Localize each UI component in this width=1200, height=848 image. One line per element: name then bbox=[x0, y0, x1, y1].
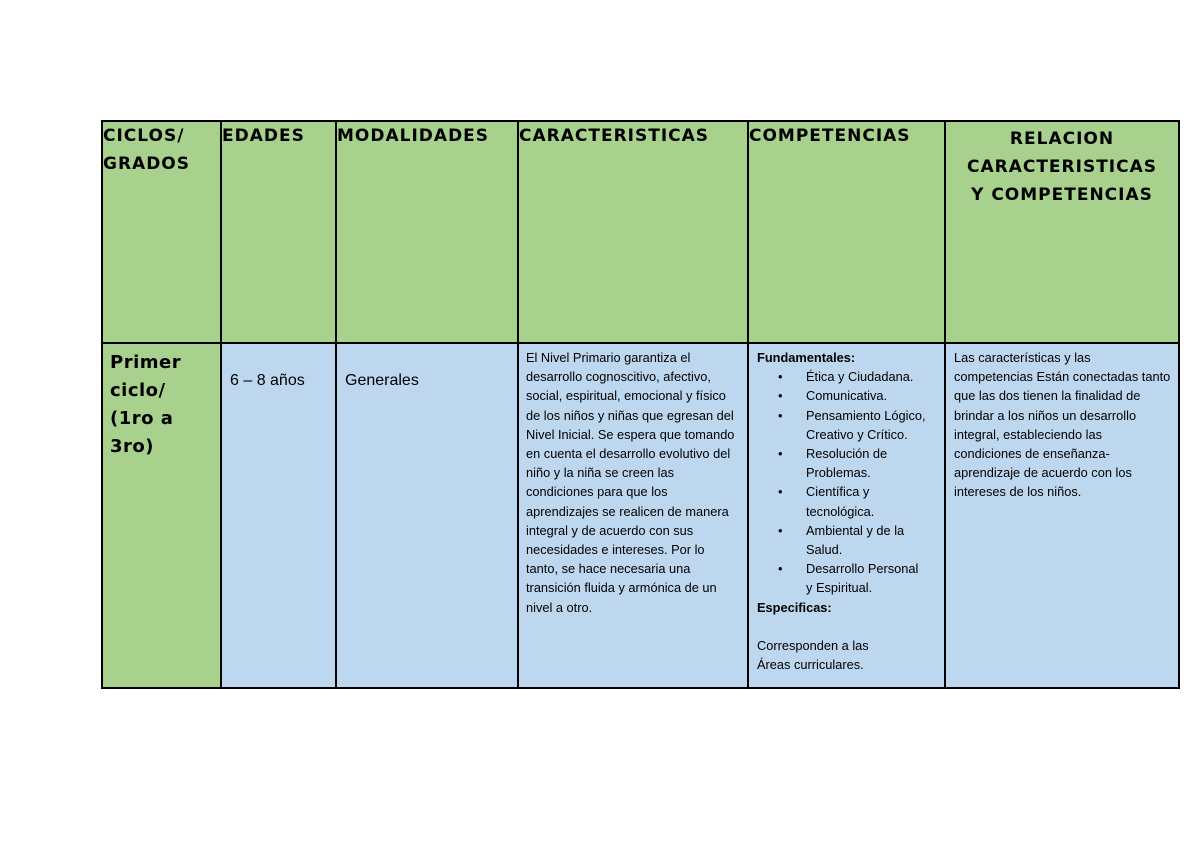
especificas-label: Especificas: bbox=[757, 599, 832, 615]
ciclo-line1: Primer bbox=[110, 352, 182, 373]
header-modalidades-text: MODALIDADES bbox=[337, 126, 490, 146]
cell-caracteristicas bbox=[518, 343, 748, 688]
modalidades-value: Generales bbox=[345, 372, 419, 389]
ciclo-line3: (1ro a bbox=[110, 408, 174, 429]
header-caracteristicas bbox=[518, 121, 748, 343]
relacion-text: Las características y las competencias Están conectadas tanto que las dos tienen la finalidad de brindar a los niños un desarrollo integral, estableciendo las condiciones de enseñanza-aprendizaje de acuerdo con los intereses de los niños. bbox=[954, 350, 1171, 500]
list-item: • Ambiental y de la Salud. bbox=[757, 521, 940, 559]
header-relacion-line2: CARACTERISTICAS bbox=[966, 157, 1158, 177]
header-competencias-text: COMPETENCIAS bbox=[749, 126, 911, 146]
header-edades bbox=[221, 121, 336, 343]
list-item: • Comunicativa. bbox=[757, 386, 940, 405]
list-item: • Resolución de Problemas. bbox=[757, 444, 940, 482]
cell-modalidades bbox=[336, 343, 518, 688]
list-item: • Pensamiento Lógico, Creativo y Crítico. bbox=[757, 406, 940, 444]
cell-competencias bbox=[748, 343, 945, 688]
table-row bbox=[102, 343, 1179, 688]
header-ciclos-line1: CICLOS/ bbox=[103, 126, 185, 146]
header-edades-text: EDADES bbox=[222, 126, 305, 146]
cell-ciclo bbox=[102, 343, 221, 688]
header-relacion-line3: Y COMPETENCIAS bbox=[971, 185, 1153, 205]
especificas-text: Corresponden a las Áreas curriculares. bbox=[757, 637, 869, 673]
list-item: • Ética y Ciudadana. bbox=[757, 367, 940, 386]
caracteristicas-text: El Nivel Primario garantiza el desarrollo cognoscitivo, afectivo, social, espiritual, emocional y físico de los niños y niñas que egresan del Nivel Inicial. Se espera que tomando en cuenta el desarrollo evolutivo del niño y la niña se creen las condiciones para que los aprendizajes se realicen de manera integral y de acuerdo con sus necesidades e intereses. Por lo tanto, se hace necesaria una transición fluida y armónica de un nivel a otro. bbox=[526, 350, 735, 615]
fundamentales-list bbox=[757, 367, 940, 597]
ciclo-line4: 3ro) bbox=[110, 436, 154, 457]
header-row bbox=[102, 121, 1179, 343]
header-ciclos-line2: GRADOS bbox=[103, 154, 191, 174]
ciclo-line2: ciclo/ bbox=[110, 380, 166, 401]
curriculum-table bbox=[101, 120, 1180, 689]
edades-value: 6 – 8 años bbox=[230, 372, 305, 389]
cell-edades bbox=[221, 343, 336, 688]
header-caracteristicas-text: CARACTERISTICAS bbox=[519, 126, 710, 146]
fundamentales-label: Fundamentales: bbox=[757, 350, 856, 365]
header-ciclos-grados bbox=[102, 121, 221, 343]
header-competencias bbox=[748, 121, 945, 343]
header-relacion-line1: RELACION bbox=[1009, 129, 1115, 149]
list-item: • Desarrollo Personal y Espiritual. bbox=[757, 559, 940, 597]
cell-relacion bbox=[945, 343, 1179, 688]
header-modalidades bbox=[336, 121, 518, 343]
header-relacion bbox=[945, 121, 1179, 343]
list-item: • Científica y tecnológica. bbox=[757, 482, 940, 520]
